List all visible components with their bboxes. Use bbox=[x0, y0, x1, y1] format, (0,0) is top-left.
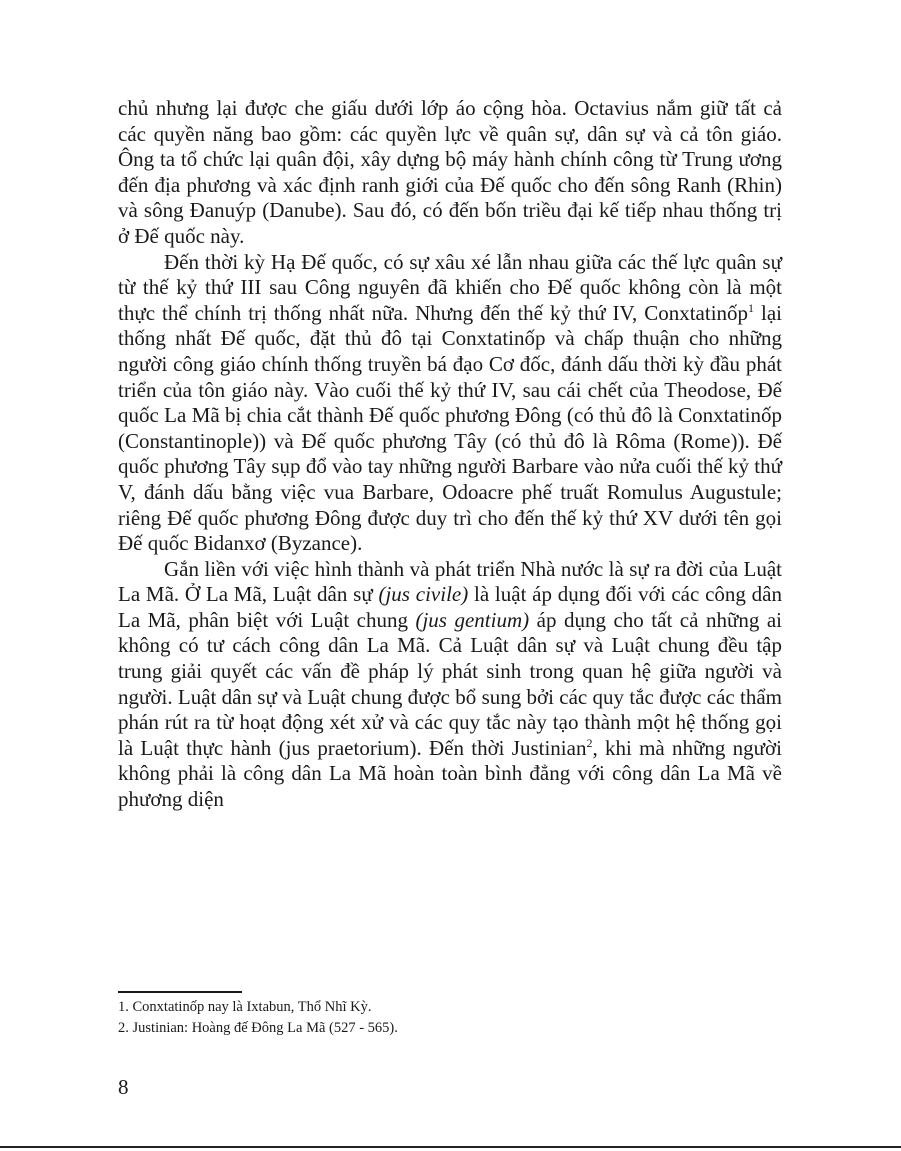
paragraph-2-part-a: Đến thời kỳ Hạ Đế quốc, có sự xâu xé lẫn nhau giữa các thế lực quân sự từ thế kỷ thứ III sau Công nguyên đã khiến cho Đế quốc không còn là một thực thể chính trị thống nhất nữa. Nhưng đến thế kỷ thứ IV, Conxtatinốp bbox=[118, 249, 782, 325]
body-text bbox=[118, 96, 782, 813]
page-bottom-edge bbox=[0, 1146, 901, 1148]
jus-gentium-term: (jus gentium) bbox=[415, 607, 530, 632]
paragraph-3-part-d: , khi mà những người không phải là công dân La Mã hoàn toàn bình đẳng với công dân La Mã về phương diện bbox=[118, 735, 782, 812]
paragraph-2 bbox=[118, 250, 782, 557]
paragraph-3-part-b: là luật áp dụng đối với các công dân La Mã, phân biệt với Luật chung bbox=[118, 582, 783, 632]
paragraph-3-part-c: áp dụng cho tất cả những ai không có tư cách công dân La Mã. Cả Luật dân sự và Luật chung đều tập trung giải quyết các vấn đề pháp lý phát sinh trong quan hệ giữa người và người. Luật dân sự và Luật chung được bổ sung bởi các quy tắc được các thẩm phán rút ra từ hoạt động xét xử và các quy tắc này tạo thành một hệ thống gọi là Luật thực hành (jus praetorium). Đến thời Justinian bbox=[118, 607, 782, 760]
footnotes bbox=[118, 997, 782, 1039]
footnote-1: 1. Conxtatinốp nay là Ixtabun, Thổ Nhĩ Kỳ. bbox=[118, 999, 372, 1015]
paragraph-1: chủ nhưng lại được che giấu dưới lớp áo cộng hòa. Octavius nắm giữ tất cả các quyền năng bao gồm: các quyền lực về quân sự, dân sự và cả tôn giáo. Ông ta tổ chức lại quân đội, xây dựng bộ máy hành chính công từ Trung ương đến địa phương và xác định ranh giới của Đế quốc cho đến sông Ranh (Rhin) và sông Đanuýp (Danube). Sau đó, có đến bốn triều đại kế tiếp nhau thống trị ở Đế quốc này. bbox=[118, 96, 782, 248]
footnote-2: 2. Justinian: Hoàng đế Đông La Mã (527 - 565). bbox=[118, 1020, 398, 1036]
footnote-ref-2: 2 bbox=[586, 735, 593, 750]
footnote-ref-1: 1 bbox=[748, 300, 755, 315]
paragraph-3-part-a: Gắn liền với việc hình thành và phát triển Nhà nước là sự ra đời của Luật La Mã. Ở La Mã, Luật dân sự bbox=[118, 556, 782, 607]
page-number: 8 bbox=[118, 1075, 129, 1099]
paragraph-2-part-b: lại thống nhất Đế quốc, đặt thủ đô tại Conxtatinốp và chấp thuận cho những người công giáo chính thống truyền bá đạo Cơ đốc, đánh dấu thời kỳ đầu phát triển của tôn giáo này. Vào cuối thế kỷ thứ IV, sau cái chết của Theodose, Đế quốc La Mã bị chia cắt thành Đế quốc phương Đông (có thủ đô là Conxtatinốp (Constantinople)) và Đế quốc phương Tây (có thủ đô là Rôma (Rome)). Đế quốc phương Tây sụp đổ vào tay những người Barbare vào nửa cuối thế kỷ thứ V, đánh dấu bằng việc vua Barbare, Odoacre phế truất Romulus Augustule; riêng Đế quốc phương Đông được duy trì cho đến thế kỷ thứ XV dưới tên gọi Đế quốc Bidanxơ (Byzance). bbox=[118, 300, 782, 556]
paragraph-3 bbox=[118, 557, 782, 813]
footnote-separator bbox=[118, 991, 242, 993]
jus-civile-term: (jus civile) bbox=[378, 582, 469, 607]
